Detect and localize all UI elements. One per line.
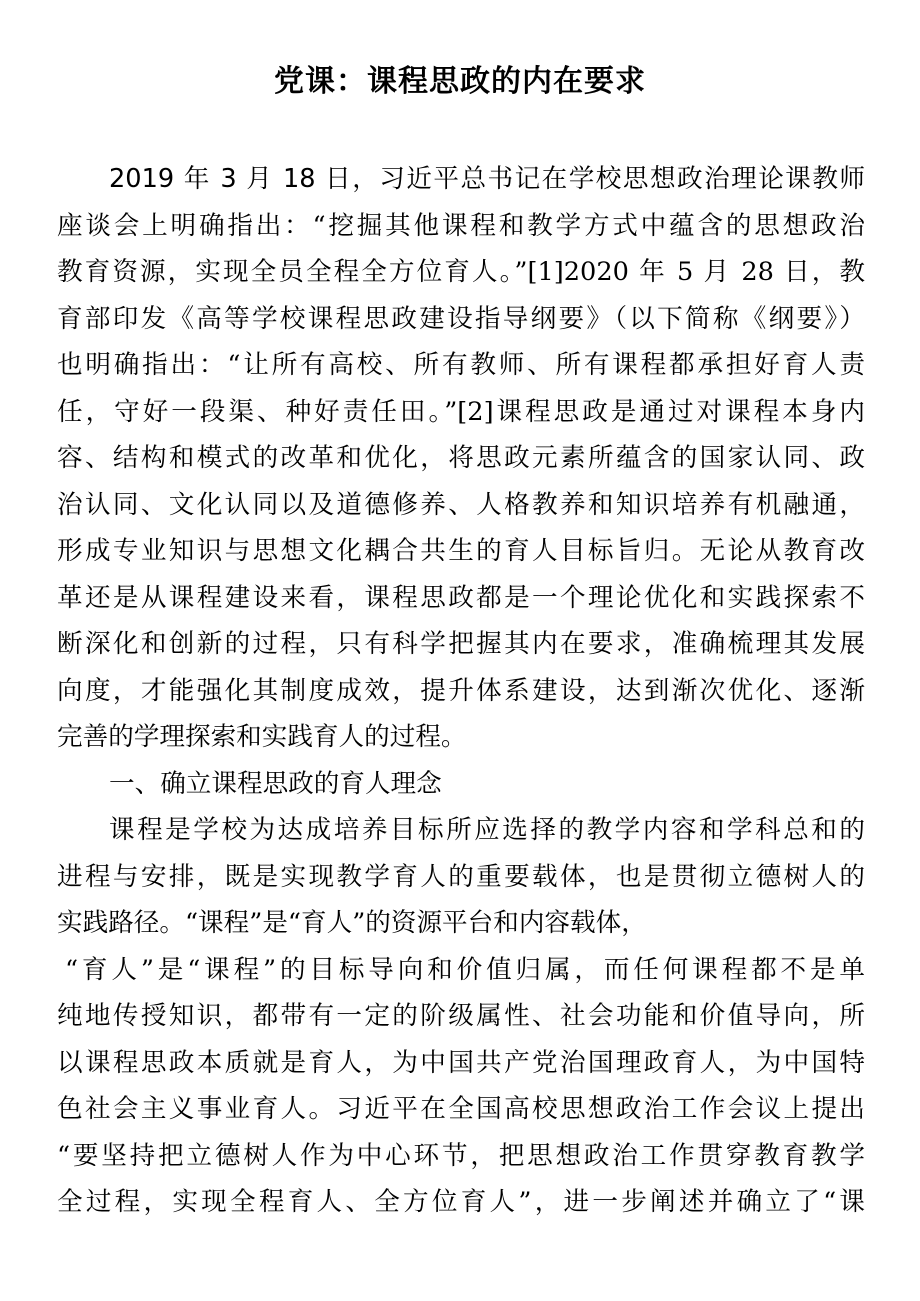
paragraph-line: 实践路径。“课程”是“育人”的资源平台和内容载体， [57,908,647,938]
paragraph-line: 治认同、文化认同以及道德修养、人格教养和知识培养有机融通， [57,490,865,520]
paragraph-line: 断深化和创新的过程，只有科学把握其内在要求，准确梳理其发展 [57,629,865,659]
section-heading: 一、确立课程思政的育人理念 [109,769,442,799]
document-title: 党课：课程思政的内在要求 [274,64,646,99]
paragraph-line: 座谈会上明确指出：“挖掘其他课程和教学方式中蕴含的思想政治 [57,211,865,241]
paragraph-line: 形成专业知识与思想文化耦合共生的育人目标旨归。无论从教育改 [57,536,865,566]
paragraph-line: 容、结构和模式的改革和优化，将思政元素所蕴含的国家认同、政 [57,443,865,473]
paragraph-line: 课程是学校为达成培养目标所应选择的教学内容和学科总和的 [109,815,865,845]
paragraph-line: 育部印发《高等学校课程思政建设指导纲要》（以下简称《纲要》） [57,304,865,334]
paragraph-line: 2019 年 3 月 18 日，习近平总书记在学校思想政治理论课教师 [109,164,865,194]
paragraph-line: 以课程思政本质就是育人，为中国共产党治国理政育人，为中国特 [57,1048,865,1078]
paragraph-line: “要坚持把立德树人作为中心环节，把思想政治工作贯穿教育教学 [57,1141,865,1171]
paragraph-line: 也明确指出：“让所有高校、所有教师、所有课程都承担好育人责 [57,350,865,380]
paragraph-line: 向度，才能强化其制度成效，提升体系建设，达到渐次优化、逐渐 [57,676,865,706]
paragraph-line: 全过程，实现全程育人、全方位育人”，进一步阐述并确立了“课 [57,1187,865,1217]
paragraph-line: 色社会主义事业育人。习近平在全国高校思想政治工作会议上提出 [57,1094,865,1124]
paragraph-line: 进程与安排，既是实现教学育人的重要载体，也是贯彻立德树人的 [57,862,865,892]
paragraph-line: 完善的学理探索和实践育人的过程。 [57,722,467,752]
paragraph-line: 革还是从课程建设来看，课程思政都是一个理论优化和实践探索不 [57,583,865,613]
paragraph-line: 教育资源，实现全员全程全方位育人。”[1]2020 年 5 月 28 日，教 [57,257,865,287]
paragraph-line: 任，守好一段渠、种好责任田。”[2]课程思政是通过对课程本身内 [57,397,865,427]
paragraph-line: “育人”是“课程”的目标导向和价值归属，而任何课程都不是单 [65,955,865,985]
paragraph-line: 纯地传授知识，都带有一定的阶级属性、社会功能和价值导向，所 [57,1001,865,1031]
